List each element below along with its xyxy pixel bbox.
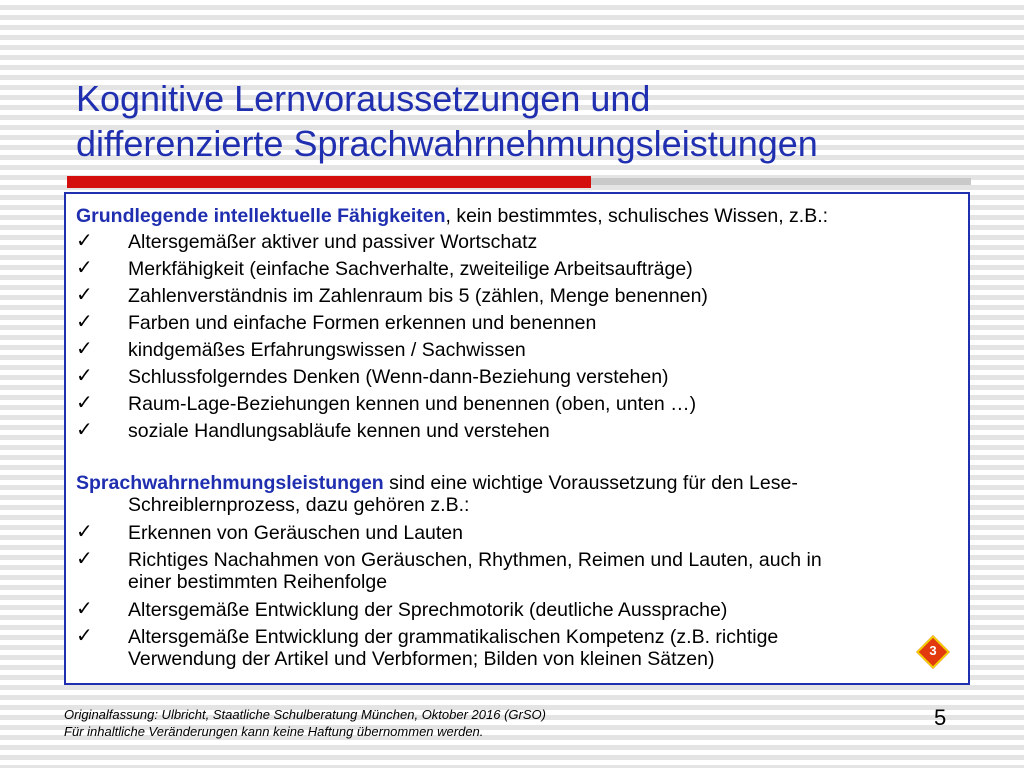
list-item — [76, 231, 941, 253]
list-item-text: Zahlenverständnis im Zahlenraum bis 5 (zählen, Menge benennen) — [128, 285, 708, 307]
list-item-text: kindgemäßes Erfahrungswissen / Sachwissen — [128, 339, 526, 361]
checkmark-icon: ✓ — [76, 230, 93, 252]
footer-disclaimer: Für inhaltliche Veränderungen kann keine Haftung übernommen werden. — [64, 724, 484, 739]
title-accent-bar — [67, 176, 591, 188]
list-item — [76, 626, 941, 670]
checkmark-icon: ✓ — [76, 365, 93, 387]
list-item-text: Merkfähigkeit (einfache Sachverhalte, zweiteilige Arbeitsaufträge) — [128, 258, 693, 280]
list-item — [76, 420, 941, 442]
checkmark-icon: ✓ — [76, 419, 93, 441]
list-item-text: soziale Handlungsabläufe kennen und verstehen — [128, 420, 550, 442]
checkmark-icon: ✓ — [76, 311, 93, 333]
list-item-text: Schlussfolgerndes Denken (Wenn-dann-Beziehung verstehen) — [128, 366, 669, 388]
list-item-text: Richtiges Nachahmen von Geräuschen, Rhythmen, Reimen und Lauten, auch in — [128, 549, 822, 571]
list-item-text: Raum-Lage-Beziehungen kennen und benennen (oben, unten …) — [128, 393, 697, 415]
list-item — [76, 258, 941, 280]
checkmark-icon: ✓ — [76, 284, 93, 306]
list-item-text-cont: einer bestimmten Reihenfolge — [128, 571, 388, 593]
section-2-heading: Sprachwahrnehmungsleistungen — [76, 472, 384, 494]
list-item — [76, 599, 941, 621]
checkmark-icon: ✓ — [76, 392, 93, 414]
footer-source: Originalfassung: Ulbricht, Staatliche Schulberatung München, Oktober 2016 (GrSO) — [64, 707, 546, 722]
title-line-1: Kognitive Lernvoraussetzungen und — [76, 78, 651, 119]
section-1-heading: Grundlegende intellektuelle Fähigkeiten — [76, 205, 446, 227]
slide-title — [76, 76, 976, 166]
list-item — [76, 339, 941, 361]
action-button-number[interactable]: 3 — [929, 643, 937, 658]
checkmark-icon: ✓ — [76, 598, 93, 620]
list-item — [76, 393, 941, 415]
list-item — [76, 285, 941, 307]
checkmark-icon: ✓ — [76, 548, 93, 570]
list-item — [76, 522, 941, 544]
checkmark-icon: ✓ — [76, 338, 93, 360]
list-item — [76, 366, 941, 388]
title-line-2: differenzierte Sprachwahrnehmungsleistungen — [76, 123, 818, 164]
section-1-heading-rest: , kein bestimmtes, schulisches Wissen, z.B.: — [445, 205, 829, 227]
list-item-text: Erkennen von Geräuschen und Lauten — [128, 522, 463, 544]
list-item — [76, 549, 941, 593]
section-1-intro — [76, 205, 956, 227]
list-item — [76, 312, 941, 334]
checkmark-icon: ✓ — [76, 257, 93, 279]
list-item-text: Altersgemäßer aktiver und passiver Wortschatz — [128, 231, 538, 253]
list-item-text: Altersgemäße Entwicklung der grammatikalischen Kompetenz (z.B. richtige — [128, 626, 779, 648]
list-item-text: Farben und einfache Formen erkennen und benennen — [128, 312, 597, 334]
checkmark-icon: ✓ — [76, 521, 93, 543]
page-number: 5 — [934, 705, 947, 730]
list-item-text-cont: Verwendung der Artikel und Verbformen; Bilden von kleinen Sätzen) — [128, 648, 715, 670]
section-2-intro — [76, 472, 956, 516]
section-2-heading-rest: sind eine wichtige Voraussetzung für den Lese- — [383, 472, 798, 494]
checkmark-icon: ✓ — [76, 625, 93, 647]
title-divider-line — [591, 178, 971, 185]
section-2-heading-cont: Schreiblernprozess, dazu gehören z.B.: — [128, 494, 470, 516]
list-item-text: Altersgemäße Entwicklung der Sprechmotorik (deutliche Aussprache) — [128, 599, 728, 621]
